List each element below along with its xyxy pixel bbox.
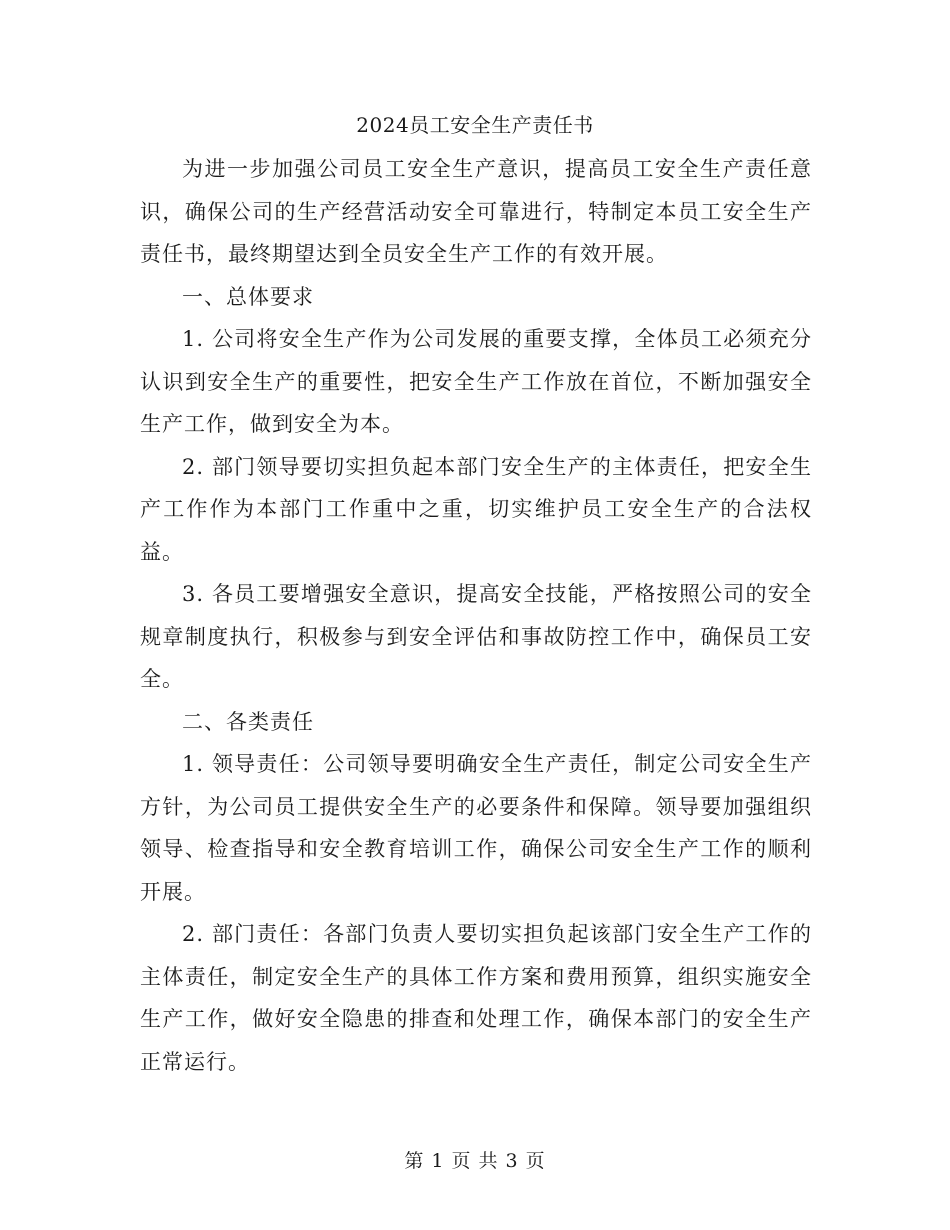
requirement-item-1: 1. 公司将安全生产作为公司发展的重要支撑，全体员工必须充分认识到安全生产的重要性，把安全生产工作放在首位，不断加强安全生产工作，做到安全为本。 (140, 327, 812, 436)
requirement-item-2: 2. 部门领导要切实担负起本部门安全生产的主体责任，把安全生产工作作为本部门工作重中之重，切实维护员工安全生产的合法权益。 (140, 454, 812, 564)
section-heading-responsibilities: 二、各类责任 (182, 709, 314, 734)
requirement-item-3: 3. 各员工要增强安全意识，提高安全技能，严格按照公司的安全规章制度执行，积极参与到安全评估和事故防控工作中，确保员工安全。 (140, 582, 812, 691)
responsibility-item-2: 2. 部门责任：各部门负责人要切实担负起该部门安全生产工作的主体责任，制定安全生产的具体工作方案和费用预算，组织实施安全生产工作，做好安全隐患的排查和处理工作，确保本部门的安全生产正常运行。 (140, 922, 812, 1074)
intro-paragraph: 为进一步加强公司员工安全生产意识，提高员工安全生产责任意识，确保公司的生产经营活动安全可靠进行，特制定本员工安全生产责任书，最终期望达到全员安全生产工作的有效开展。 (140, 157, 812, 266)
document-title: 2024员工安全生产责任书 (356, 113, 594, 137)
section-heading-general-requirements: 一、总体要求 (182, 284, 314, 309)
page-number-footer: 第 1 页 共 3 页 (404, 1150, 546, 1172)
responsibility-item-1: 1. 领导责任：公司领导要明确安全生产责任，制定公司安全生产方针，为公司员工提供安全生产的必要条件和保障。领导要加强组织领导、检查指导和安全教育培训工作，确保公司安全生产工作的顺利开展。 (140, 752, 812, 904)
document-body (140, 148, 812, 1083)
